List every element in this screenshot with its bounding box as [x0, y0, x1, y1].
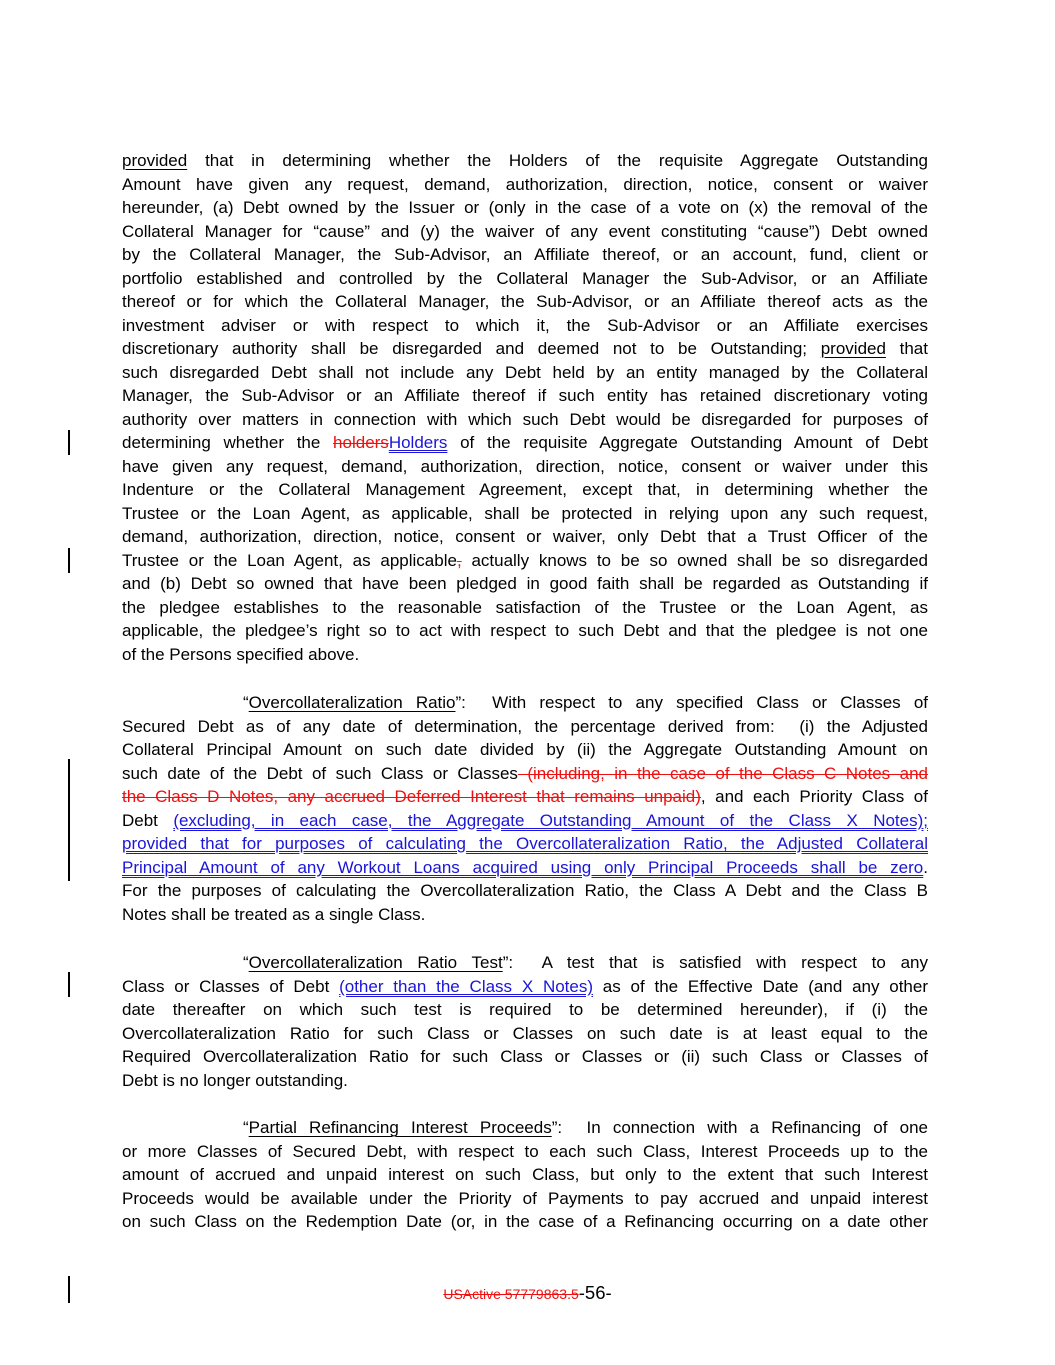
text-line — [122, 951, 928, 975]
text-segment: ”: With respect to any specified Class or Classes of — [455, 693, 929, 712]
page-footer — [0, 1282, 1055, 1304]
change-bar — [68, 972, 70, 997]
text-line — [122, 314, 928, 338]
change-bar — [68, 759, 70, 881]
text-line — [122, 1210, 928, 1234]
definition-outstanding-continuation — [122, 149, 928, 666]
text-line — [122, 243, 928, 267]
page-number: -56- — [578, 1282, 612, 1303]
inserted-text: Principal Amount of any Workout Loans acquired using only Principal Proceeds shall be zero — [122, 857, 924, 877]
text-segment: that — [885, 339, 928, 358]
text-line — [122, 337, 928, 361]
defined-term: Overcollateralization Ratio Test — [248, 953, 503, 972]
text-segment: such date of the Debt of such Class or Classes — [122, 763, 518, 783]
text-segment: and (b) Debt so owned that have been pledged in good faith shall be regarded as Outstanding if — [122, 574, 928, 593]
inserted-text: (other than the Class X Notes) — [339, 976, 594, 996]
text-segment: amount of accrued and unpaid interest on such Class, but only to the extent that such Interest — [122, 1165, 928, 1184]
text-line — [122, 196, 928, 220]
defined-term: provided — [122, 151, 188, 170]
text-line — [122, 1045, 928, 1069]
text-line — [122, 572, 928, 596]
text-segment: Debt is no longer outstanding. — [122, 1070, 348, 1090]
text-segment: demand, authorization, direction, notice, consent or waiver, only Debt that a Trust Officer of the — [122, 527, 928, 546]
text-segment: “ — [243, 1118, 249, 1137]
text-segment: discretionary authority shall be disregarded and deemed not to be Outstanding; — [122, 339, 821, 358]
text-segment: ”: A test that is satisfied with respect to any — [502, 953, 928, 972]
change-bar — [68, 430, 70, 455]
text-segment: Notes shall be treated as a single Class. — [122, 904, 426, 924]
text-segment: “ — [243, 953, 249, 972]
text-segment: “ — [243, 693, 249, 712]
text-segment: . — [923, 857, 928, 877]
text-line — [122, 173, 928, 197]
text-line — [122, 809, 928, 833]
text-segment: of the requisite Aggregate Outstanding Amount of Debt — [447, 433, 928, 452]
defined-term: Overcollateralization Ratio — [248, 693, 456, 712]
text-line — [122, 549, 928, 573]
definition-overcollateralization-ratio — [122, 691, 928, 926]
text-line — [122, 879, 928, 903]
text-line — [122, 1069, 928, 1093]
deleted-text: , — [456, 550, 462, 570]
text-segment: the pledgee establishes to the reasonable satisfaction of the Trustee or the Loan Agent, as — [122, 597, 928, 617]
text-segment: of the Persons specified above. — [122, 644, 360, 664]
text-segment: investment adviser or with respect to which it, the Sub-Advisor or an Affiliate exercises — [122, 315, 928, 335]
text-segment: Required Overcollateralization Ratio for such Class or Classes or (ii) such Class or Classes of — [122, 1047, 928, 1066]
text-line — [122, 478, 928, 502]
text-line — [122, 361, 928, 385]
text-line — [122, 290, 928, 314]
inserted-text: (excluding, in each case, the Aggregate Outstanding Amount of the Class X Notes); — [173, 810, 928, 830]
deleted-text: (including, in the case of the Class C Notes and — [517, 763, 928, 783]
definition-partial-refinancing-interest-proceeds — [122, 1116, 928, 1234]
deleted-text: the Class D Notes, any accrued Deferred Interest that remains unpaid) — [122, 787, 701, 806]
deleted-text: holders — [333, 433, 389, 452]
text-segment: hereunder, (a) Debt owned by the Issuer or (only in the case of a vote on (x) the removal of the — [122, 198, 928, 217]
text-segment: Class or Classes of Debt — [122, 976, 340, 996]
text-segment: actually knows to be so owned shall be so disregarded — [461, 550, 928, 570]
text-line — [122, 715, 928, 739]
text-segment: Secured Debt as of any date of determination, the percentage derived from: (i) the Adjusted — [122, 716, 928, 736]
text-line — [122, 267, 928, 291]
change-bar — [68, 1276, 70, 1303]
inserted-text: Holders — [388, 433, 448, 452]
text-line — [122, 903, 928, 927]
text-segment: that in determining whether the Holders of the requisite Aggregate Outstanding — [187, 151, 928, 170]
text-line — [122, 525, 928, 549]
text-line — [122, 856, 928, 880]
change-bar — [68, 548, 70, 573]
text-segment: Debt — [122, 810, 174, 830]
text-segment: by the Collateral Manager, the Sub-Advisor, an Affiliate thereof, or an account, fund, client or — [122, 245, 928, 264]
text-segment: Collateral Manager for “cause” and (y) the waiver of any event constituting “cause”) Debt owned — [122, 221, 928, 241]
text-segment: have given any request, demand, authorization, direction, notice, consent or waiver under this — [122, 456, 928, 476]
text-segment: Proceeds would be available under the Priority of Payments to pay accrued and unpaid interest — [122, 1188, 928, 1208]
defined-term: provided — [820, 339, 886, 358]
text-segment: authority over matters in connection with which such Debt would be disregarded for purposes of — [122, 409, 928, 429]
inserted-text: provided that for purposes of calculating the Overcollateralization Ratio, the Adjusted Collateral — [122, 834, 928, 853]
text-line — [122, 1187, 928, 1211]
text-segment: Collateral Principal Amount on such date divided by (ii) the Aggregate Outstanding Amount on — [122, 740, 928, 759]
defined-term: Partial Refinancing Interest Proceeds — [248, 1118, 552, 1137]
text-line — [122, 691, 928, 715]
text-line — [122, 738, 928, 762]
text-line — [122, 619, 928, 643]
text-line — [122, 384, 928, 408]
text-segment: such disregarded Debt shall not include any Debt held by an entity managed by the Collateral — [122, 362, 928, 382]
text-segment: on such Class on the Redemption Date (or, in the case of a Refinancing occurring on a date other — [122, 1212, 928, 1231]
text-line — [122, 431, 928, 455]
text-segment: as of the Effective Date (and any other — [593, 976, 929, 996]
definition-overcollateralization-ratio-test — [122, 951, 928, 1092]
text-segment: Trustee or the Loan Agent, as applicable, shall be protected in relying upon any such request, — [122, 503, 928, 523]
text-line — [122, 1116, 928, 1140]
document-id-stamp: USActive 57779863.5 — [443, 1286, 579, 1302]
text-segment: Overcollateralization Ratio for such Class or Classes on such date is at least equal to the — [122, 1023, 928, 1043]
text-line — [122, 975, 928, 999]
text-line — [122, 149, 928, 173]
text-segment: , and each Priority Class of — [700, 787, 928, 806]
text-segment: thereof or for which the Collateral Manager, the Sub-Advisor, or an Affiliate thereof acts as the — [122, 292, 928, 311]
text-segment: date thereafter on which such test is required to be determined hereunder), if (i) the — [122, 1000, 928, 1019]
text-segment: applicable, the pledgee’s right so to act with respect to such Debt and that the pledgee is not one — [122, 621, 928, 640]
text-segment: Manager, the Sub-Advisor or an Affiliate thereof if such entity has retained discretionary voting — [122, 386, 928, 405]
text-segment: portfolio established and controlled by the Collateral Manager the Sub-Advisor, or an Affiliate — [122, 268, 928, 288]
text-line — [122, 762, 928, 786]
text-line — [122, 643, 928, 667]
text-line — [122, 785, 928, 809]
text-line — [122, 998, 928, 1022]
text-line — [122, 455, 928, 479]
text-line — [122, 596, 928, 620]
text-line — [122, 1163, 928, 1187]
text-segment: Amount have given any request, demand, authorization, direction, notice, consent or waiver — [122, 174, 928, 194]
text-line — [122, 408, 928, 432]
text-segment: Indenture or the Collateral Management Agreement, except that, in determining whether the — [122, 480, 928, 499]
text-segment: or more Classes of Secured Debt, with respect to each such Class, Interest Proceeds up to the — [122, 1141, 928, 1161]
text-line — [122, 1140, 928, 1164]
text-line — [122, 1022, 928, 1046]
text-line — [122, 502, 928, 526]
text-segment: determining whether the — [122, 433, 334, 452]
document-content — [122, 149, 928, 1234]
text-segment: ”: In connection with a Refinancing of one — [551, 1118, 928, 1137]
text-line — [122, 220, 928, 244]
text-line — [122, 832, 928, 856]
text-segment: Trustee or the Loan Agent, as applicable — [122, 550, 457, 570]
text-segment: For the purposes of calculating the Overcollateralization Ratio, the Class A Debt and the Class B — [122, 881, 928, 900]
